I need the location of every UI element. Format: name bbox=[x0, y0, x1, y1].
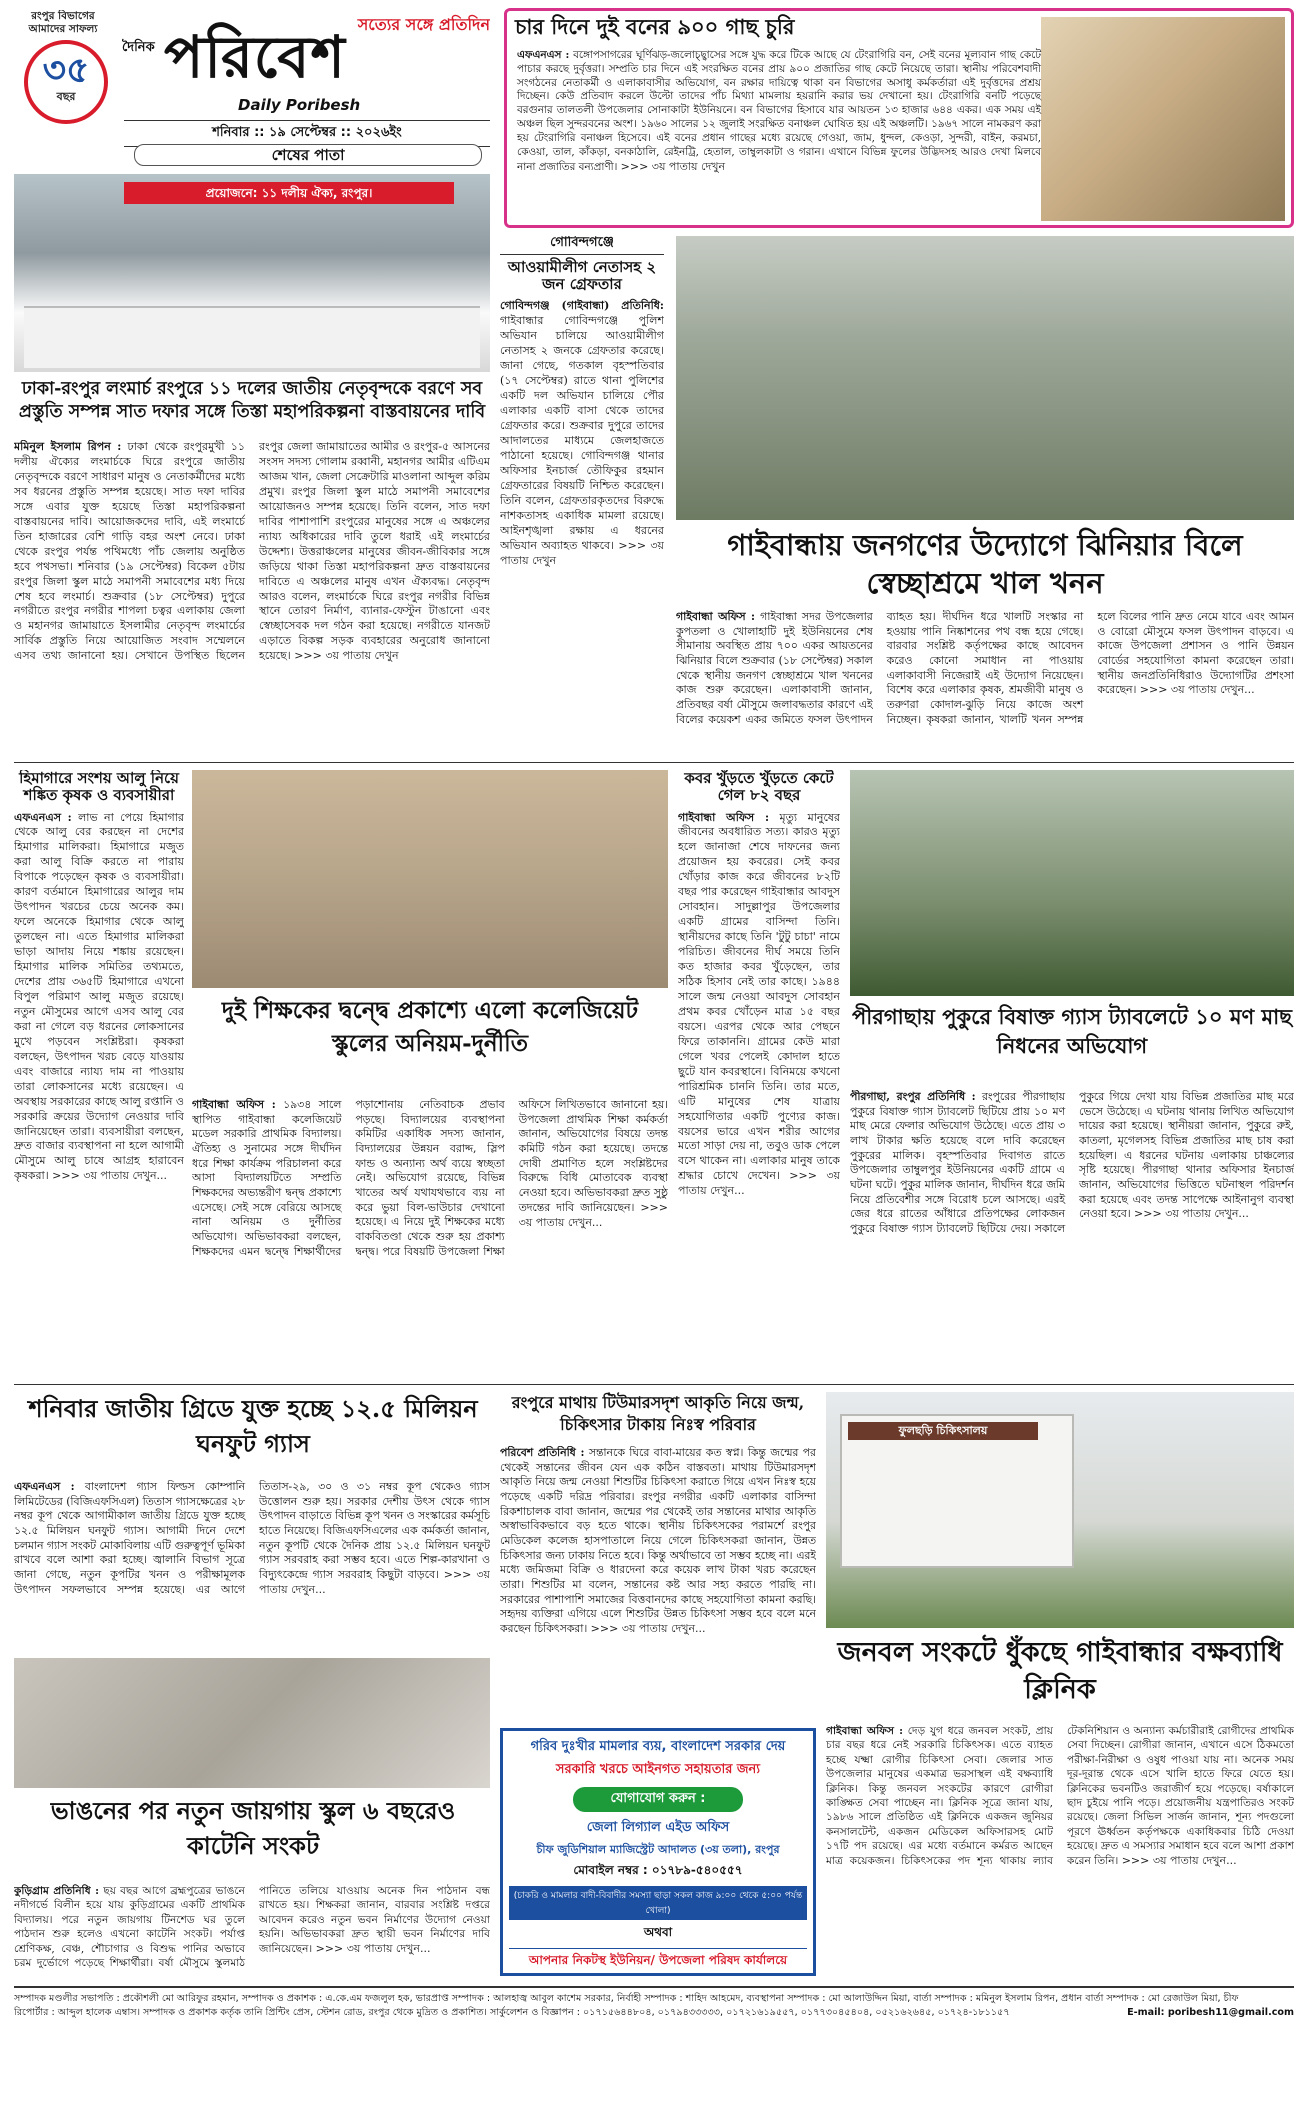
canal-more: >>> ৩য় পাতায় দেখুন... bbox=[1139, 683, 1255, 697]
masthead-slogan: সত্যের সঙ্গে প্রতিদিন bbox=[357, 15, 490, 34]
pond-more: >>> ৩য় পাতায় দেখুন... bbox=[1134, 1207, 1249, 1221]
canal-text: গাইবান্ধা সদর উপজেলার কুপতলা ও খোলাহাটি দুই ইউনিয়নের শেষ সীমানায় অবস্থিত প্রায় ৭০০ একর আয়তনের ঝিনিয়ার বিলে শুক্রবার (১৮ সেপ্টেম্বর) সকাল থেকে স্থানীয় জনগণ স্বেচ্ছাশ্রমে খাল খননের কাজ শুরু করেছেন। এলাকাবাসী জানান, প্রতিবছর বর্ষা মৌসুমে জলাবদ্ধতার কারণে এই বিলের কয়েকশ একর জমিতে ফসল উৎপাদন ব্যাহত হয়। দীর্ঘদিন ধরে খালটি সংস্কার না হওয়ায় পানি নিষ্কাশনের পথ বন্ধ হয়ে গেছে। বারবার সংশ্লিষ্ট কর্তৃপক্ষের কাছে আবেদন করেও কোনো সমাধান না পাওয়ায় এলাকাবাসী নিজেরাই এই উদ্যোগ নিয়েছেন। বিশেষ করে এলাকার কৃষক, শ্রমজীবী মানুষ ও তরুণরা কোদাল-ঝুড়ি নিয়ে কাজে অংশ নিচ্ছেন। কৃষকরা জানান, খালটি খনন সম্পন্ন হলে বিলের পানি দ্রুত নেমে যাবে এবং আমন ও বোরো মৌসুমে ফসল উৎপাদন বাড়বে। এ কাজে উপজেলা প্রশাসন ও পানি উন্নয়ন বোর্ডের সহযোগিতা কামনা করেছেন তারা। স্থানীয় জনপ্রতিনিধিরাও উদ্যোগটির প্রশংসা করেছেন। bbox=[676, 610, 1294, 726]
pond-body bbox=[850, 1090, 1294, 1378]
clinic-headline: জনবল সংকটে ধুঁকছে গাইবান্ধার বক্ষব্যাধি ক্লিনিক bbox=[837, 1637, 1283, 1706]
grave-byline: গাইবান্ধা অফিস : bbox=[678, 810, 770, 824]
pond-text: রংপুরের পীরগাছায় পুকুরে বিষাক্ত গ্যাস ট্যাবলেট ছিটিয়ে প্রায় ১০ মণ মাছ মেরে ফেলার অভিযোগ উঠেছে। এতে প্রায় ৩ লাখ টাকার ক্ষতি হয়েছে বলে দাবি করেছেন পুকুরের মালিক। বৃহস্পতিবার দিবাগত রাতে উপজেলার তাম্বুলপুর ইউনিয়নের একটি গ্রামে এ ঘটনা ঘটে। পুকুর মালিক জানান, দীর্ঘদিন ধরে জমি নিয়ে প্রতিবেশীর সঙ্গে বিরোধ চলে আসছে। এরই জের ধরে রাতের আঁধারে প্রতিপক্ষের লোকজন পুকুরে বিষাক্ত গ্যাস ট্যাবলেট ছিটিয়ে দেয়। সকালে পুকুরে গিয়ে দেখা যায় বিভিন্ন প্রজাতির মাছ মরে ভেসে উঠেছে। এ ঘটনায় থানায় লিখিত অভিযোগ দায়ের করা হয়েছে। স্থানীয়রা জানান, পুকুরে রুই, কাতলা, মৃগেলসহ বিভিন্ন প্রজাতির মাছ চাষ করা হয়েছিল। এ ধরনের ঘটনায় এলাকায় চাঞ্চল্যের সৃষ্টি হয়েছে। পীরগাছা থানার অফিসার ইনচার্জ জানান, অভিযোগের ভিত্তিতে ঘটনাস্থল পরিদর্শন করা হয়েছে এবং তদন্ত সাপেক্ষে আইনানুগ ব্যবস্থা নেওয়া হবে। bbox=[850, 1090, 1294, 1236]
tree-story-more: >>> ৩য় পাতায় দেখুন bbox=[620, 159, 726, 173]
grave-headline: কবর খুঁড়তে খুঁড়তে কেটে গেল ৮২ বছর bbox=[684, 770, 834, 805]
tree-story-byline: এফএনএস : bbox=[517, 49, 570, 61]
school-collapse-photo bbox=[14, 1658, 490, 1788]
school-collapse-headline: ভাঙনের পর নতুন জায়গায় স্কুল ৬ বছরেও কাটেনি সংকট bbox=[50, 1796, 456, 1860]
anniversary-badge bbox=[24, 40, 108, 124]
ad-line2: সরকারি খরচে আইনগত সহায়তার জন্য bbox=[555, 1762, 761, 1777]
gas-byline: এফএনএস : bbox=[14, 1480, 75, 1493]
ad-or: অথবা bbox=[643, 1925, 673, 1939]
clinic-photo bbox=[826, 1392, 1294, 1628]
divider-1 bbox=[14, 762, 1294, 763]
child-body bbox=[500, 1446, 816, 1720]
govindaganj-byline: গোবিন্দগঞ্জ (গাইবান্ধা) প্রতিনিধি: bbox=[500, 299, 664, 313]
anniversary-number: ৩৫ bbox=[42, 49, 90, 91]
clinic-sign: ফুলছড়ি চিকিৎসালয় bbox=[848, 1422, 1038, 1440]
child-headline: রংপুরে মাথায় টিউমারসদৃশ আকৃতি নিয়ে জন্ম, চিকিৎসার টাকায় নিঃস্ব পরিবার bbox=[511, 1393, 805, 1434]
govindaganj-story bbox=[500, 236, 664, 756]
lead-body bbox=[14, 440, 490, 748]
divider-imprint bbox=[14, 1986, 1294, 1988]
child-text: সন্তানকে ঘিরে বাবা-মায়ের কত স্বপ্ন। কিন্তু জন্মের পর থেকেই সন্তানের জীবন যেন এক কঠিন বাস্তবতা। মাথায় টিউমারসদৃশ আকৃতি নিয়ে জন্ম নেওয়া শিশুটির চিকিৎসা করাতে গিয়ে এখন নিঃস্ব হয়ে পড়েছে একটি দরিদ্র পরিবার। রংপুর নগরীর একটি এলাকার বাসিন্দা রিকশাচালক বাবা জানান, জন্মের পর থেকেই তার সন্তানের মাথার আকৃতি অস্বাভাবিকভাবে বড় হতে থাকে। স্থানীয় চিকিৎসকের পরামর্শে রংপুর মেডিকেল কলেজ হাসপাতালে নিয়ে গেলে চিকিৎসকরা জানান, উন্নত চিকিৎসার জন্য ঢাকায় নিতে হবে। কিন্তু অর্থাভাবে তা সম্ভব হচ্ছে না। এরই মধ্যে জমিজমা বিক্রি ও ধারদেনা করে কয়েক লাখ টাকা খরচ করেছেন তারা। শিশুটির মা বলেন, সন্তানের কষ্ট আর সহ্য করতে পারছি না। সরকারের পাশাপাশি সমাজের বিত্তবানদের কাছে সহযোগিতা কামনা করছি। সহৃদয় ব্যক্তিরা এগিয়ে এলে শিশুটির উন্নত চিকিৎসা সম্ভব হবে বলে মনে করছেন চিকিৎসকরা। bbox=[500, 1446, 816, 1636]
divider-2 bbox=[14, 1384, 1294, 1385]
canal-headline: গাইবান্ধায় জনগণের উদ্যোগে ঝিনিয়ার বিলে স্বেচ্ছাশ্রমে খাল খনন bbox=[727, 528, 1243, 601]
govindaganj-kicker: গোবিন্দগঞ্জে bbox=[500, 236, 664, 255]
cold-storage-more: >>> ৩য় পাতায় দেখুন... bbox=[52, 1169, 168, 1183]
school-collapse-more: >>> ৩য় পাতায় দেখুন... bbox=[315, 1941, 431, 1955]
ad-address: চীফ জুডিশিয়াল ম্যাজিস্ট্রেট আদালত (৩য় তলা), রংপুর bbox=[536, 1843, 780, 1856]
canal-body bbox=[676, 610, 1294, 756]
school-collapse-body bbox=[14, 1884, 490, 1978]
imprint-email[interactable]: E-mail: poribesh11@gmail.com bbox=[1127, 2006, 1294, 2018]
lead-banner: প্রয়োজনে: ১১ দলীয় ঐক্য, রংপুর। bbox=[124, 182, 454, 204]
press-table bbox=[24, 306, 480, 368]
gas-text: বাংলাদেশ গ্যাস ফিল্ডস কোম্পানি লিমিটেডের (বিজিএফসিএল) তিতাস গ্যাসক্ষেত্রের ২৮ নম্বর কূপ থেকে আগামীকাল জাতীয় গ্রিডে যুক্ত হচ্ছে ১২.৫ মিলিয়ন ঘনফুট গ্যাস। আগামী দিনে দেশে চলমান গ্যাস সংকট মোকাবিলায় এটি গুরুত্বপূর্ণ ভূমিকা রাখবে বলে আশা করা হচ্ছে। জ্বালানি বিভাগ সূত্রে জানা গেছে, নতুন কূপটির খনন ও পরীক্ষামূলক উৎপাদন সফলভাবে সম্পন্ন হয়েছে। এর আগে তিতাস-২৯, ৩০ ও ৩১ নম্বর কূপ থেকেও গ্যাস উত্তোলন শুরু হয়। সরকার দেশীয় উৎস থেকে গ্যাস উৎপাদন বাড়াতে বিভিন্ন কূপ খনন ও সংস্কারের কর্মসূচি হাতে নিয়েছে। বিজিএফসিএলের এক কর্মকর্তা জানান, নতুন কূপটি থেকে দৈনিক প্রায় ১২.৫ মিলিয়ন ঘনফুট গ্যাস সরবরাহ করা সম্ভব হবে। এতে শিল্প-কারখানা ও বিদ্যুৎকেন্দ্রে গ্যাস সরবরাহ কিছুটা বাড়বে। bbox=[14, 1480, 490, 1596]
clinic-body bbox=[826, 1724, 1294, 1978]
lead-byline: মমিনুল ইসলাম রিপন : bbox=[14, 440, 122, 453]
school-collapse-text: ছয় বছর আগে ব্রহ্মপুত্রের ভাঙনে নদীগর্ভে বিলীন হয়ে যায় কুড়িগ্রামের একটি প্রাথমিক বিদ্যালয়। পরে নতুন জায়গায় টিনশেড ঘর তুলে পাঠদান শুরু হলেও এখনো কাটেনি সংকট। পর্যাপ্ত শ্রেণিকক্ষ, বেঞ্চ, শৌচাগার ও বিশুদ্ধ পানির অভাবে চরম দুর্ভোগে পড়েছে শিক্ষার্থীরা। বর্ষা মৌসুমে স্কুলমাঠ পানিতে তলিয়ে যাওয়ায় অনেক দিন পাঠদান বন্ধ রাখতে হয়। শিক্ষকরা জানান, বারবার সংশ্লিষ্ট দপ্তরে আবেদন করেও নতুন ভবন নির্মাণের উদ্যোগ নেওয়া হয়নি। অভিভাবকরা দ্রুত স্থায়ী ভবন নির্মাণের দাবি জানিয়েছেন। bbox=[14, 1885, 490, 1970]
gas-more: >>> ৩য় পাতায় দেখুন... bbox=[259, 1568, 490, 1596]
grave-story bbox=[678, 770, 840, 1378]
pond-headline: পীরগাছায় পুকুরে বিষাক্ত গ্যাস ট্যাবলেটে ১০ মণ মাছ নিধনের অভিযোগ bbox=[852, 1004, 1292, 1059]
child-byline: পরিবেশ প্রতিনিধি : bbox=[500, 1446, 585, 1459]
clinic-byline: গাইবান্ধা অফিস : bbox=[826, 1725, 903, 1737]
ad-phone: মোবাইল নম্বর : ০১৭৮৯-৫৪০৫৫৭ bbox=[573, 1863, 743, 1877]
tree-story-text: বঙ্গোপসাগরের ঘূর্ণিঝড়-জলোচ্ছ্বাসের সঙ্গে যুদ্ধ করে টিকে আছে যে টেংরাগিরি বন, সেই বনের মূল্যবান গাছ কেটে পাচার করছে দুর্বৃত্তরা। সম্প্রতি চার দিনে এই সংরক্ষিত বনের প্রায় ৯০০ প্রজাতির গাছ কেটে নিয়েছে তারা। স্থানীয় পরিবেশবাদী সংগঠনের নেতাকর্মী ও এলাকাবাসীর অভিযোগ, বন রক্ষার দায়িত্বে থাকা বন বিভাগের অসাধু কর্মকর্তারা এই দুর্বৃত্তদের প্রশ্রয় দিচ্ছেন। কেউ প্রতিবাদ করলে উল্টো তাদের পাঁচ মিথ্যা মামলায় হয়রানি করার ভয় দেখানো হয়। টেংরাগিরি বনটি পড়েছে বরগুনার তালতলী উপজেলার সোনাকাটা ইউনিয়নে। বন বিভাগের হিসাবে যার আয়তন ১৩ হাজার ৬৪৪ একর। এক সময় এই অঞ্চল ছিল সুন্দরবনের অংশ। ১৯৬০ সালের ১২ জুলাই সংরক্ষিত বনাঞ্চল ঘোষিত হয় এই অঞ্চলটি। ১৯৬৭ সালে নামকরণ করা হয় টেংরাগিরি বনাঞ্চল হিসেবে। এই বনের প্রধান গাছের মধ্যে রয়েছে গেওয়া, জাম, ধুন্দল, কেওড়া, সুন্দরী, বাইন, করমচা, কেওয়া, তাল, কাঁকড়া, বনকাঠালি, রেইনট্রি, হেতাল, তাম্বুলকাটা ও গরান। এখানে বিভিন্ন ফুলের উদ্ভিদসহ আরও দেখা মিলবে নানা প্রজাতির বন্যপ্রাণী। bbox=[517, 49, 1042, 173]
child-more: >>> ৩য় পাতায় দেখুন... bbox=[590, 1622, 706, 1636]
lead-more: >>> ৩য় পাতায় দেখুন bbox=[294, 649, 399, 663]
govindaganj-headline: আওয়ামীলীগ নেতাসহ ২ জন গ্রেফতার bbox=[507, 257, 657, 294]
imprint-line1: সম্পাদক মণ্ডলীর সভাপতি : প্রকৌশলী মো আরিফুর রহমান, সম্পাদক ও প্রকাশক : এ.কে.এম ফজলুল হক, ভারপ্রাপ্ত সম্পাদক : আলহাজ্ব আবুল কাশেম সরকার, নির্বাহী সম্পাদক : শাহিদ আহমেদ, ব্যবস্থাপনা সম্পাদক : মো আলাউদ্দিন মিয়া, বার্তা সম্পাদক : মমিনুল ইসলাম রিপন, প্রধান বার্তা সম্পাদক : মো রেজাউল মিয়া, চীফ bbox=[14, 1993, 1239, 2004]
masthead-tagline: রংপুর বিভাগের আমাদের সাফল্য bbox=[28, 10, 98, 36]
govindaganj-body bbox=[500, 299, 664, 568]
cold-storage-story bbox=[14, 770, 184, 1378]
masthead-dateline: শনিবার :: ১৯ সেপ্টেম্বর :: ২০২৬ইং bbox=[124, 120, 490, 147]
college-photo bbox=[192, 770, 668, 988]
cold-storage-text: লাভ না পেয়ে হিমাগার থেকে আলু বের করছেন না দেশের হিমাগার মালিকরা। হিমাগারে মজুত করা আলু বিক্রি করতে না পারায় বিপাকে পড়েছেন কৃষক ও ব্যবসায়ীরা। কারণ বর্তমানে হিমাগারের আলুর দাম উৎপাদন খরচের চেয়ে অনেক কম। ফলে অনেকে হিমাগার থেকে আলু তুলছেন না। এতে হিমাগার মালিকরা ভাড়া আদায় নিয়ে শঙ্কায় রয়েছেন। হিমাগার মালিক সমিতির তথ্যমতে, দেশের প্রায় ৩৬৫টি হিমাগারে এখনো বিপুল পরিমাণ আলু মজুত রয়েছে। নতুন মৌসুমের আগে এসব আলু বের করা না গেলে বড় ধরনের লোকসানের মুখে পড়বেন সংশ্লিষ্টরা। কৃষকরা বলছেন, উৎপাদন খরচ বেড়ে যাওয়ায় এবং বাজারে ন্যায্য দাম না পাওয়ায় তারা লোকসানের মধ্যে রয়েছেন। এ অবস্থায় সরকারের কাছে আলু রপ্তানি ও সরকারি ক্রয়ের উদ্যোগ নেওয়ার দাবি জানিয়েছেন তারা। ব্যবসায়ীরা বলছেন, দ্রুত বাজার ব্যবস্থাপনা না হলে আগামী মৌসুমে আলু চাষে আগ্রহ হারাবেন কৃষকরা। bbox=[14, 810, 184, 1183]
cold-storage-byline: এফএনএস : bbox=[14, 810, 72, 824]
clinic-text: দেড় যুগ ধরে জনবল সংকট, প্রায় চার বছর ধরে নেই সরকারি চিকিৎসক। এতে ব্যাহত হচ্ছে যক্ষ্মা রোগীর চিকিৎসা সেবা। জেলার সাত উপজেলার মানুষের একমাত্র ভরসাস্থল এই বক্ষব্যাধি ক্লিনিক। কিন্তু জনবল সংকটের কারণে রোগীরা কাঙ্ক্ষিত সেবা পাচ্ছেন না। ক্লিনিক সূত্রে জানা যায়, ১৯৮৬ সালে প্রতিষ্ঠিত এই ক্লিনিকে একজন জুনিয়র কনসালটেন্ট, একজন মেডিকেল অফিসারসহ মোট ১৭টি পদ রয়েছে। এর মধ্যে বর্তমানে কর্মরত আছেন মাত্র কয়েকজন। চিকিৎসকের পদ শূন্য থাকায় ল্যাব টেকনিশিয়ান ও অন্যান্য কর্মচারীরাই রোগীদের প্রাথমিক সেবা দিচ্ছেন। রোগীরা জানান, এখানে এসে ঠিকমতো পরীক্ষা-নিরীক্ষা ও ওষুধ পাওয়া যায় না। অনেক সময় দূর-দূরান্ত থেকে এসে খালি হাতে ফিরে যেতে হয়। ক্লিনিকের ভবনটিও জরাজীর্ণ হয়ে পড়েছে। বর্ষাকালে ছাদ চুইয়ে পানি পড়ে। প্রয়োজনীয় যন্ত্রপাতিরও সংকট রয়েছে। জেলা সিভিল সার্জন জানান, শূন্য পদগুলো পূরণে ঊর্ধ্বতন কর্তৃপক্ষকে একাধিকবার চিঠি দেওয়া হয়েছে। দ্রুত এ সমস্যার সমাধান হবে বলে আশা প্রকাশ করেন তিনি। bbox=[826, 1725, 1294, 1867]
pond-byline: পীরগাছা, রংপুর প্রতিনিধি : bbox=[850, 1090, 976, 1103]
college-more: >>> ৩য় পাতায় দেখুন... bbox=[518, 1200, 668, 1229]
anniversary-unit: বছর bbox=[56, 90, 76, 103]
ad-footer: আপনার নিকটস্থ ইউনিয়ন/ উপজেলা পরিষদ কার্যালয়ে bbox=[509, 1948, 807, 1972]
gas-headline: শনিবার জাতীয় গ্রিডে যুক্ত হচ্ছে ১২.৫ মিলিয়ন ঘনফুট গ্যাস bbox=[28, 1394, 478, 1458]
college-byline: গাইবান্ধা অফিস : bbox=[192, 1098, 276, 1111]
ad-line1: গরিব দুঃখীর মামলার ব্যয়, বাংলাদেশ সরকার দেয় bbox=[530, 1739, 786, 1754]
masthead bbox=[14, 10, 490, 166]
imprint-line2: রিপোর্টার : আব্দুল হালেক এম্বাস। সম্পাদক ও প্রকাশক কর্তৃক তানি প্রিন্টিং প্রেস, স্টেশন রোড, রংপুর থেকে মুদ্রিত ও প্রকাশিত। সার্কুলেশন ও বিজ্ঞাপন : ০১৭১৫৬৪৪৮০৪, ০১৭৯৪৩৩৩৩৩, ০১৭২১৬১৯৫৫৭, ০১৭৭৩০৪৫৪০৪, ০৫২১৬২৬৪৫, ০১৭২৪-১৮১১৫৭ bbox=[14, 2006, 1010, 2018]
tree-story-headline: চার দিনে দুই বনের ৯০০ গাছ চুরি bbox=[515, 14, 795, 39]
college-text: ১৯৩৪ সালে স্থাপিত গাইবান্ধা কলেজিয়েট মডেল সরকারি প্রাথমিক বিদ্যালয়। ঐতিহ্য ও সুনামের সঙ্গে দীর্ঘদিন ধরে শিক্ষা কার্যক্রম পরিচালনা করে আসা বিদ্যালয়টিতে সম্প্রতি শিক্ষকদের অভ্যন্তরীণ দ্বন্দ্ব প্রকাশ্যে এসেছে। সেই সঙ্গে বেরিয়ে আসছে নানা অনিয়ম ও দুর্নীতির অভিযোগ। অভিভাবকরা বলছেন, শিক্ষকদের এমন দ্বন্দ্বে শিক্ষার্থীদের পড়াশোনায় নেতিবাচক প্রভাব পড়ছে। বিদ্যালয়ের ব্যবস্থাপনা কমিটির একাধিক সদস্য জানান, বিদ্যালয়ের উন্নয়ন বরাদ্দ, স্লিপ ফান্ড ও অন্যান্য অর্থ ব্যয়ে স্বচ্ছতা নেই। অভিযোগ রয়েছে, বিভিন্ন খাতের অর্থ যথাযথভাবে ব্যয় না করে ভুয়া বিল-ভাউচার দেখানো হয়েছে। এ নিয়ে দুই শিক্ষকের মধ্যে বাকবিতণ্ডা থেকে শুরু হয় প্রকাশ্য দ্বন্দ্ব। পরে বিষয়টি উপজেলা শিক্ষা অফিসে লিখিতভাবে জানানো হয়। উপজেলা প্রাথমিক শিক্ষা কর্মকর্তা জানান, অভিযোগের বিষয়ে তদন্ত কমিটি গঠন করা হয়েছে। তদন্তে দোষী প্রমাণিত হলে সংশ্লিষ্টদের বিরুদ্ধে বিধি মোতাবেক ব্যবস্থা নেওয়া হবে। অভিভাবকরা দ্রুত সুষ্ঠু তদন্তের দাবি জানিয়েছেন। bbox=[192, 1098, 668, 1258]
section-label: শেষের পাতা bbox=[134, 144, 482, 166]
canal-byline: গাইবান্ধা অফিস : bbox=[676, 610, 756, 623]
grave-text: মৃত্যু মানুষের জীবনের অবধারিত সত্য। কারও মৃত্যু হলে জানাজা শেষে দাফনের জন্য প্রয়োজন হয় কবরের। সেই কবর খোঁড়ার কাজ করে জীবনের ৮২টি বছর পার করেছেন গাইবান্ধার আবদুস সোবহান। সাদুল্লাপুর উপজেলার একটি গ্রামের বাসিন্দা তিনি। স্থানীয়দের কাছে তিনি 'টুটু চাচা' নামে পরিচিত। জীবনের দীর্ঘ সময়ে তিনি কত হাজার কবর খুঁড়েছেন, তার সঠিক হিসাব নেই তার কাছে। ১৯৪৪ সালে জন্ম নেওয়া আবদুস সোবহান প্রথম কবর খোঁড়েন মাত্র ১৫ বছর বয়সে। এরপর থেকে আর পেছনে ফিরে তাকাননি। গ্রামের কেউ মারা গেলে খবর পেলেই কোদাল হাতে ছুটে যান কবরস্থানে। বিনিময়ে কখনো পারিশ্রমিক চাননি তিনি। তার মতে, এটি মানুষের শেষ যাত্রায় সহযোগিতার একটি পুণ্যের কাজ। বয়সের ভারে এখন শরীর আগের মতো সাড়া দেয় না, তবুও ডাক পেলে বসে থাকেন না। এলাকার মানুষ তাকে শ্রদ্ধার চোখে দেখেন। bbox=[678, 810, 840, 1183]
lead-photo bbox=[14, 174, 490, 372]
imprint-row2 bbox=[14, 2006, 1294, 2020]
govindaganj-more: >>> ৩য় পাতায় দেখুন bbox=[500, 538, 664, 567]
college-headline: দুই শিক্ষকের দ্বন্দ্বে প্রকাশ্যে এলো কলেজিয়েট স্কুলের অনিয়ম-দুর্নীতি bbox=[221, 997, 639, 1058]
college-body bbox=[192, 1098, 668, 1378]
ad-office: জেলা লিগ্যাল এইড অফিস bbox=[586, 1820, 730, 1835]
ad-contact-label: যোগাযোগ করুন : bbox=[573, 1787, 743, 1812]
masthead-daily-label: দৈনিক bbox=[122, 40, 155, 55]
grave-more: >>> ৩য় পাতায় দেখুন... bbox=[678, 1169, 840, 1198]
gas-body bbox=[14, 1480, 490, 1650]
cold-storage-headline: হিমাগারে সংশয় আলু নিয়ে শঙ্কিত কৃষক ও ব্যবসায়ীরা bbox=[19, 770, 179, 805]
tree-story bbox=[504, 8, 1294, 228]
masthead-title-en: Daily Poribesh bbox=[238, 96, 361, 114]
cold-storage-body bbox=[14, 811, 184, 1185]
imprint bbox=[14, 1992, 1294, 2036]
lead-text: ঢাকা থেকে রংপুরমুখী ১১ দলীয় ঐক্যের লংমার্চকে ঘিরে রংপুরে জাতীয় নেতৃবৃন্দকে বরণে সাধারণ মানুষ ও নেতাকর্মীদের মধ্যে সব ধরনের প্রস্তুতি সম্পন্ন হয়েছে। সাত দফা দাবির সঙ্গে এবার যুক্ত হয়েছে তিস্তা মহাপরিকল্পনা বাস্তবায়নের দাবি। আয়োজকদের দাবি, এই লংমার্চে তিন হাজারের বেশি গাড়ি বহর অংশ নেবে। ঢাকা থেকে রংপুর পর্যন্ত পথিমধ্যে পাঁচ জেলায় অনুষ্ঠিত হবে পথসভা। শনিবার (১৯ সেপ্টেম্বর) বিকেল ৫টায় রংপুর জিলা স্কুল মাঠে সমাপনী সমাবেশের মধ্য দিয়ে শেষ হবে লংমার্চ। শুক্রবার (১৮ সেপ্টেম্বর) দুপুরে নগরীতে রংপুর নগরীর শাপলা চত্বর এলাকায় জেলা ও মহানগর জামায়াতে ইসলামীর নেতৃবৃন্দ লংমার্চের সার্বিক প্রস্তুতি নিয়ে আয়োজিত সংবাদ সম্মেলনে এসব তথ্য জানানো হয়। সেখানে উপস্থিত ছিলেন রংপুর জেলা জামায়াতের আমীর ও রংপুর-৫ আসনের সংসদ সদস্য গোলাম রব্বানী, মহানগর আমীর এটিএম আজম খান, জেলা সেক্রেটারি মাওলানা আব্দুল করিম প্রমুখ। রংপুর জিলা স্কুল মাঠে সমাপনী সমাবেশের আয়োজনও সম্পন্ন হয়েছে। তিনি বলেন, সাত দফা দাবির পাশাপাশি রংপুরের মানুষের সঙ্গে এ অঞ্চলের ন্যায্য অধিকারের দাবি তুলে ধরাই এই লংমার্চের উদ্দেশ্য। উত্তরাঞ্চলের মানুষের জীবন-জীবিকার সঙ্গে জড়িয়ে থাকা তিস্তা মহাপরিকল্পনা দ্রুত বাস্তবায়নের দাবিতে এ অঞ্চলের মানুষ এখন ঐক্যবদ্ধ। নেতৃবৃন্দ আরও বলেন, লংমার্চকে ঘিরে রংপুর নগরীর বিভিন্ন স্থানে তোরণ নির্মাণ, ব্যানার-ফেস্টুন টাঙানো এবং স্বেচ্ছাসেবক দল গঠন করা হয়েছে। নগরীতে যানজট এড়াতে বিকল্প সড়ক ব্যবহারের অনুরোধ জানানো হয়েছে। bbox=[14, 440, 490, 663]
tree-story-photo bbox=[1041, 17, 1285, 221]
masthead-title: পরিবেশ bbox=[164, 23, 346, 91]
govindaganj-text: গাইবান্ধার গোবিন্দগঞ্জে পুলিশ অভিযান চালিয়ে আওয়ামীলীগ নেতাসহ ২ জনকে গ্রেফতার করেছে। জানা গেছে, গতকাল বৃহস্পতিবার (১৭ সেপ্টেম্বর) রাতে থানা পুলিশের একটি দল অভিযান চালিয়ে পৌর এলাকার একটি বাসা থেকে তাদের গ্রেফতার করে। শুক্রবার দুপুরে তাদের আদালতের মাধ্যমে জেলহাজতে পাঠানো হয়েছে। গোবিন্দগঞ্জ থানার অফিসার ইনচার্জ তৌফিকুর রহমান গ্রেফতারের বিষয়টি নিশ্চিত করেছেন। তিনি বলেন, গ্রেফতারকৃতদের বিরুদ্ধে নাশকতাসহ একাধিক মামলা রয়েছে। আইনশৃঙ্খলা রক্ষায় এ ধরনের অভিযান অব্যাহত থাকবে। bbox=[500, 314, 664, 552]
ad-note: (চাকরি ও মামলার বাদী-বিবাদীর সমস্যা ছাড়া সকল কাজ ৯:০০ থেকে ৫:০০ পর্যন্ত খোলা) bbox=[509, 1886, 807, 1920]
lead-headline: ঢাকা-রংপুর লংমার্চ রংপুরে ১১ দলের জাতীয় নেতৃবৃন্দকে বরণে সব প্রস্তুতি সম্পন্ন সাত দফার সঙ্গে তিস্তা মহাপরিকল্পনা বাস্তবায়নের দাবি bbox=[18, 379, 486, 422]
school-collapse-byline: কুড়িগ্রাম প্রতিনিধি : bbox=[14, 1885, 100, 1897]
clinic-more: >>> ৩য় পাতায় দেখুন... bbox=[1121, 1853, 1237, 1867]
grave-body bbox=[678, 811, 840, 1200]
legal-aid-ad bbox=[500, 1728, 816, 1976]
tree-story-body bbox=[517, 49, 1041, 225]
canal-photo bbox=[676, 236, 1294, 520]
pond-photo bbox=[850, 770, 1294, 996]
